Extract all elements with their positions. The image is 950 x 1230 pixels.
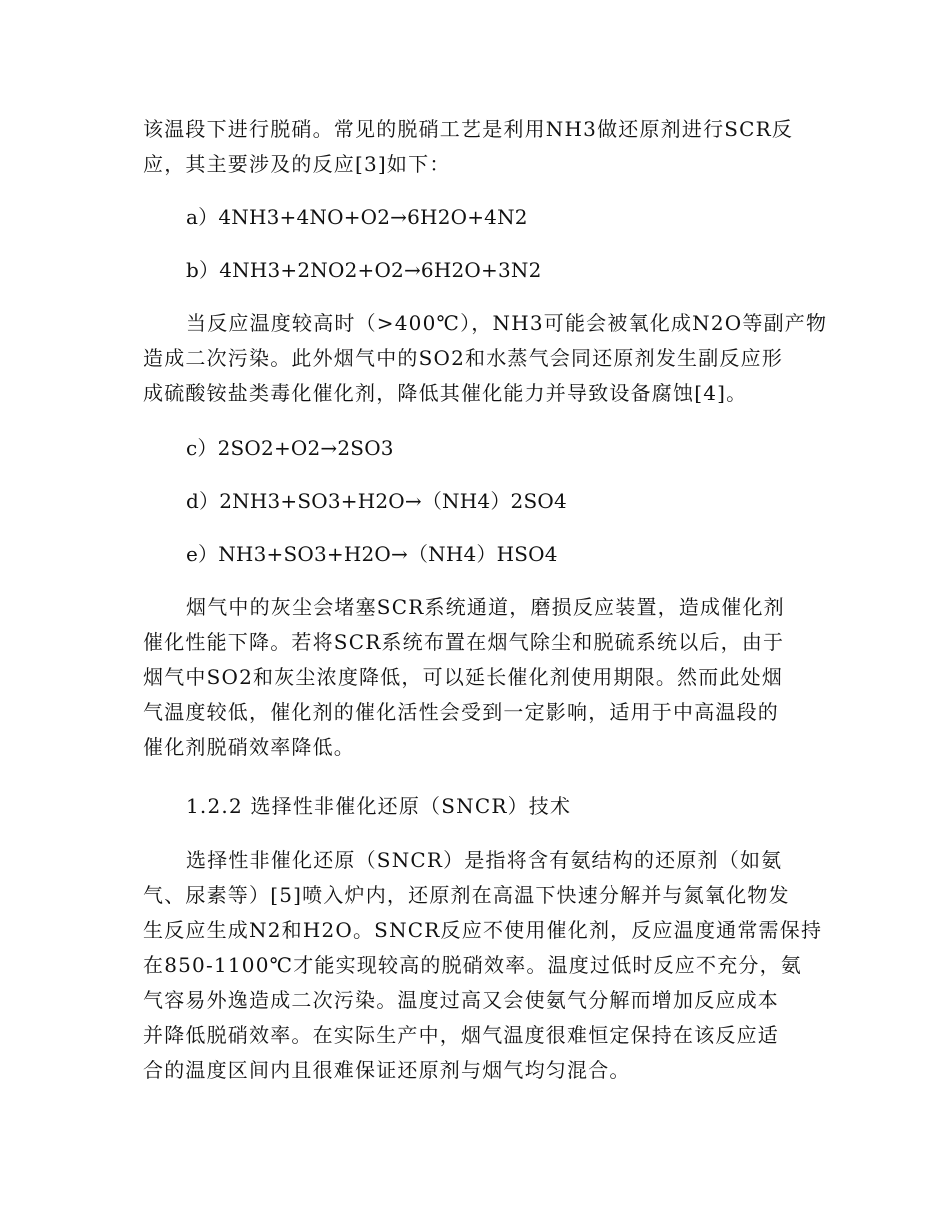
paragraph-line: 催化剂脱硝效率降低。 [143, 735, 355, 759]
paragraph-line: 合的温度区间内且很难保证还原剂与烟气均匀混合。 [143, 1058, 631, 1082]
paragraph-line: 烟气中SO2和灰尘浓度降低，可以延长催化剂使用期限。然而此处烟 [143, 665, 784, 689]
paragraph-line: 生反应生成N2和H2O。SNCR反应不使用催化剂，反应温度通常需保持 [143, 918, 823, 942]
equation-e: e）NH3+SO3+H2O→（NH4）HSO4 [186, 542, 558, 566]
equation-b: b）4NH3+2NO2+O2→6H2O+3N2 [186, 258, 542, 282]
paragraph-line: 该温段下进行脱硝。常见的脱硝工艺是利用NH3做还原剂进行SCR反 [143, 117, 794, 141]
section-heading: 1.2.2 选择性非催化还原（SNCR）技术 [186, 794, 572, 818]
paragraph-line: 气容易外逸造成二次污染。温度过高又会使氨气分解而增加反应成本 [143, 988, 779, 1012]
paragraph-line: 并降低脱硝效率。在实际生产中，烟气温度很难恒定保持在该反应适 [143, 1023, 779, 1047]
equation-d: d）2NH3+SO3+H2O→（NH4）2SO4 [186, 489, 567, 513]
paragraph-line: 在850-1100℃才能实现较高的脱硝效率。温度过低时反应不充分，氨 [143, 953, 803, 977]
paragraph-line: 造成二次污染。此外烟气中的SO2和水蒸气会同还原剂发生副反应形 [143, 346, 784, 370]
paragraph-line: 当反应温度较高时（>400℃），NH3可能会被氧化成N2O等副产物 [186, 311, 828, 335]
paragraph-line: 催化性能下降。若将SCR系统布置在烟气除尘和脱硫系统以后，由于 [143, 630, 785, 654]
paragraph-line: 气、尿素等）[5]喷入炉内，还原剂在高温下快速分解并与氮氧化物发 [143, 883, 790, 907]
paragraph-line: 烟气中的灰尘会堵塞SCR系统通道，磨损反应装置，造成催化剂 [186, 595, 785, 619]
paragraph-line: 应，其主要涉及的反应[3]如下： [143, 152, 451, 176]
equation-c: c）2SO2+O2→2SO3 [186, 436, 394, 460]
paragraph-line: 气温度较低，催化剂的催化活性会受到一定影响，适用于中高温段的 [143, 700, 779, 724]
paragraph-line: 成硫酸铵盐类毒化催化剂，降低其催化能力并导致设备腐蚀[4]。 [143, 381, 748, 405]
paragraph-line: 选择性非催化还原（SNCR）是指将含有氨结构的还原剂（如氨 [186, 848, 783, 872]
equation-a: a）4NH3+4NO+O2→6H2O+4N2 [186, 205, 528, 229]
